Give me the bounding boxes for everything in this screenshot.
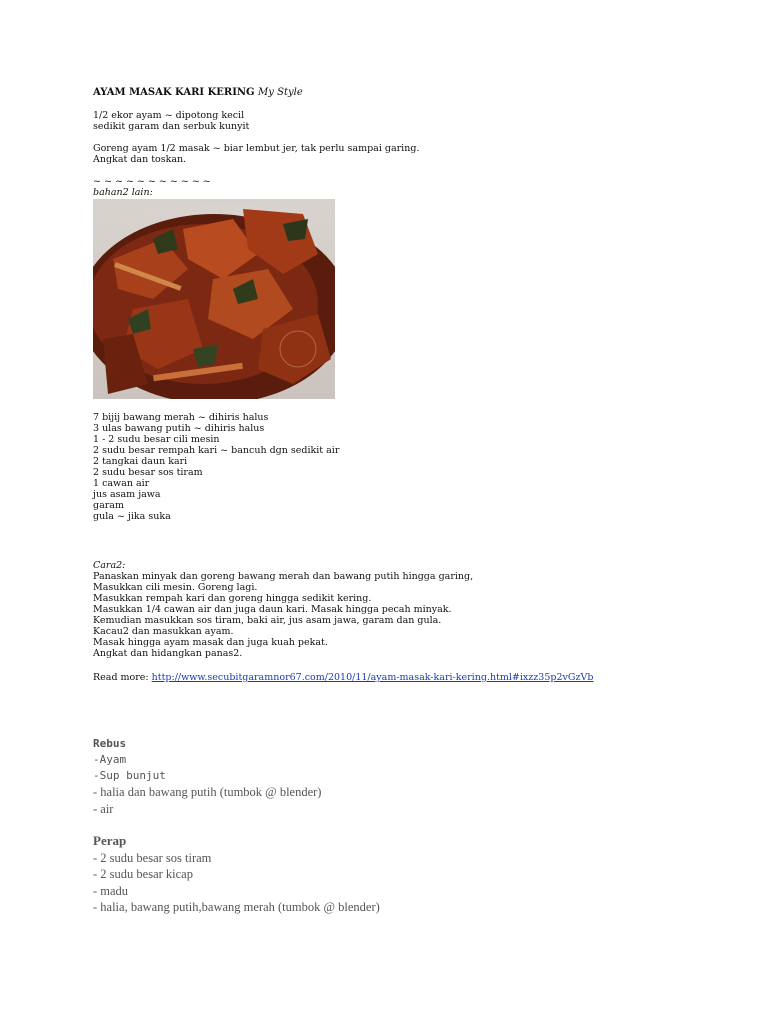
- method-step: Masukkan cili mesin. Goreng lagi.: [93, 582, 258, 593]
- rebus-item: - air: [93, 801, 114, 816]
- rebus-item: -Sup bunjut: [93, 769, 166, 782]
- recipe-title: [93, 86, 693, 99]
- method-heading: Cara2:: [93, 560, 126, 571]
- perap-block: [93, 833, 693, 916]
- perap-item: - halia, bawang putih,bawang merah (tumbok @ blender): [93, 900, 380, 914]
- ingredient-item: 3 ulas bawang putih ~ dihiris halus: [93, 423, 265, 434]
- title-suffix: My Style: [258, 87, 303, 98]
- intro-line: 1/2 ekor ayam ~ dipotong kecil: [93, 110, 245, 121]
- fry-block: [93, 143, 693, 165]
- ingredient-item: 7 bijij bawang merah ~ dihiris halus: [93, 412, 269, 423]
- perap-item: - 2 sudu besar kicap: [93, 867, 193, 881]
- method-step: Masukkan rempah kari dan goreng hingga sedikit kering.: [93, 593, 372, 604]
- rebus-heading: Rebus: [93, 737, 127, 750]
- ingredient-item: 1 cawan air: [93, 478, 150, 489]
- notes-section: [93, 736, 693, 916]
- intro-block: [93, 110, 693, 132]
- read-more: [93, 672, 693, 683]
- method-step: Masukkan 1/4 cawan air dan juga daun kari. Masak hingga pecah minyak.: [93, 604, 452, 615]
- ingredient-item: garam: [93, 500, 124, 511]
- other-ingredients-heading: bahan2 lain:: [93, 187, 153, 198]
- rebus-block: [93, 736, 693, 817]
- ingredient-item: gula ~ jika suka: [93, 511, 171, 522]
- method-step: Kacau2 dan masukkan ayam.: [93, 626, 234, 637]
- read-more-label: Read more:: [93, 672, 149, 683]
- ingredient-item: 2 sudu besar rempah kari ~ bancuh dgn sedikit air: [93, 445, 340, 456]
- ingredient-item: 2 tangkai daun kari: [93, 456, 188, 467]
- perap-heading: Perap: [93, 833, 127, 848]
- ingredient-item: 1 - 2 sudu besar cili mesin: [93, 434, 220, 445]
- rebus-item: - halia dan bawang putih (tumbok @ blender): [93, 785, 322, 799]
- ingredient-item: jus asam jawa: [93, 489, 161, 500]
- method-block: [93, 560, 693, 659]
- fry-line: Goreng ayam 1/2 masak ~ biar lembut jer, tak perlu sampai garing.: [93, 143, 420, 154]
- rebus-item: -Ayam: [93, 753, 127, 766]
- ingredients-list: [93, 412, 693, 522]
- intro-line: sedikit garam dan serbuk kunyit: [93, 121, 250, 132]
- perap-item: - 2 sudu besar sos tiram: [93, 850, 212, 865]
- curry-chicken-photo: [93, 199, 335, 399]
- fry-line: Angkat dan toskan.: [93, 154, 187, 165]
- ingredient-item: 2 sudu besar sos tiram: [93, 467, 203, 478]
- title-main: AYAM MASAK KARI KERING: [93, 87, 255, 98]
- recipe-document: [93, 86, 693, 683]
- divider-text: ~ ~ ~ ~ ~ ~ ~ ~ ~ ~ ~: [93, 176, 211, 187]
- method-step: Masak hingga ayam masak dan juga kuah pekat.: [93, 637, 328, 648]
- perap-item: - madu: [93, 883, 129, 898]
- method-step: Kemudian masukkan sos tiram, baki air, jus asam jawa, garam dan gula.: [93, 615, 442, 626]
- read-more-link[interactable]: http://www.secubitgaramnor67.com/2010/11/ayam-masak-kari-kering.html#ixzz35p2vGzVb: [151, 672, 594, 683]
- method-step: Angkat dan hidangkan panas2.: [93, 648, 243, 659]
- method-step: Panaskan minyak dan goreng bawang merah dan bawang putih hingga garing,: [93, 571, 474, 582]
